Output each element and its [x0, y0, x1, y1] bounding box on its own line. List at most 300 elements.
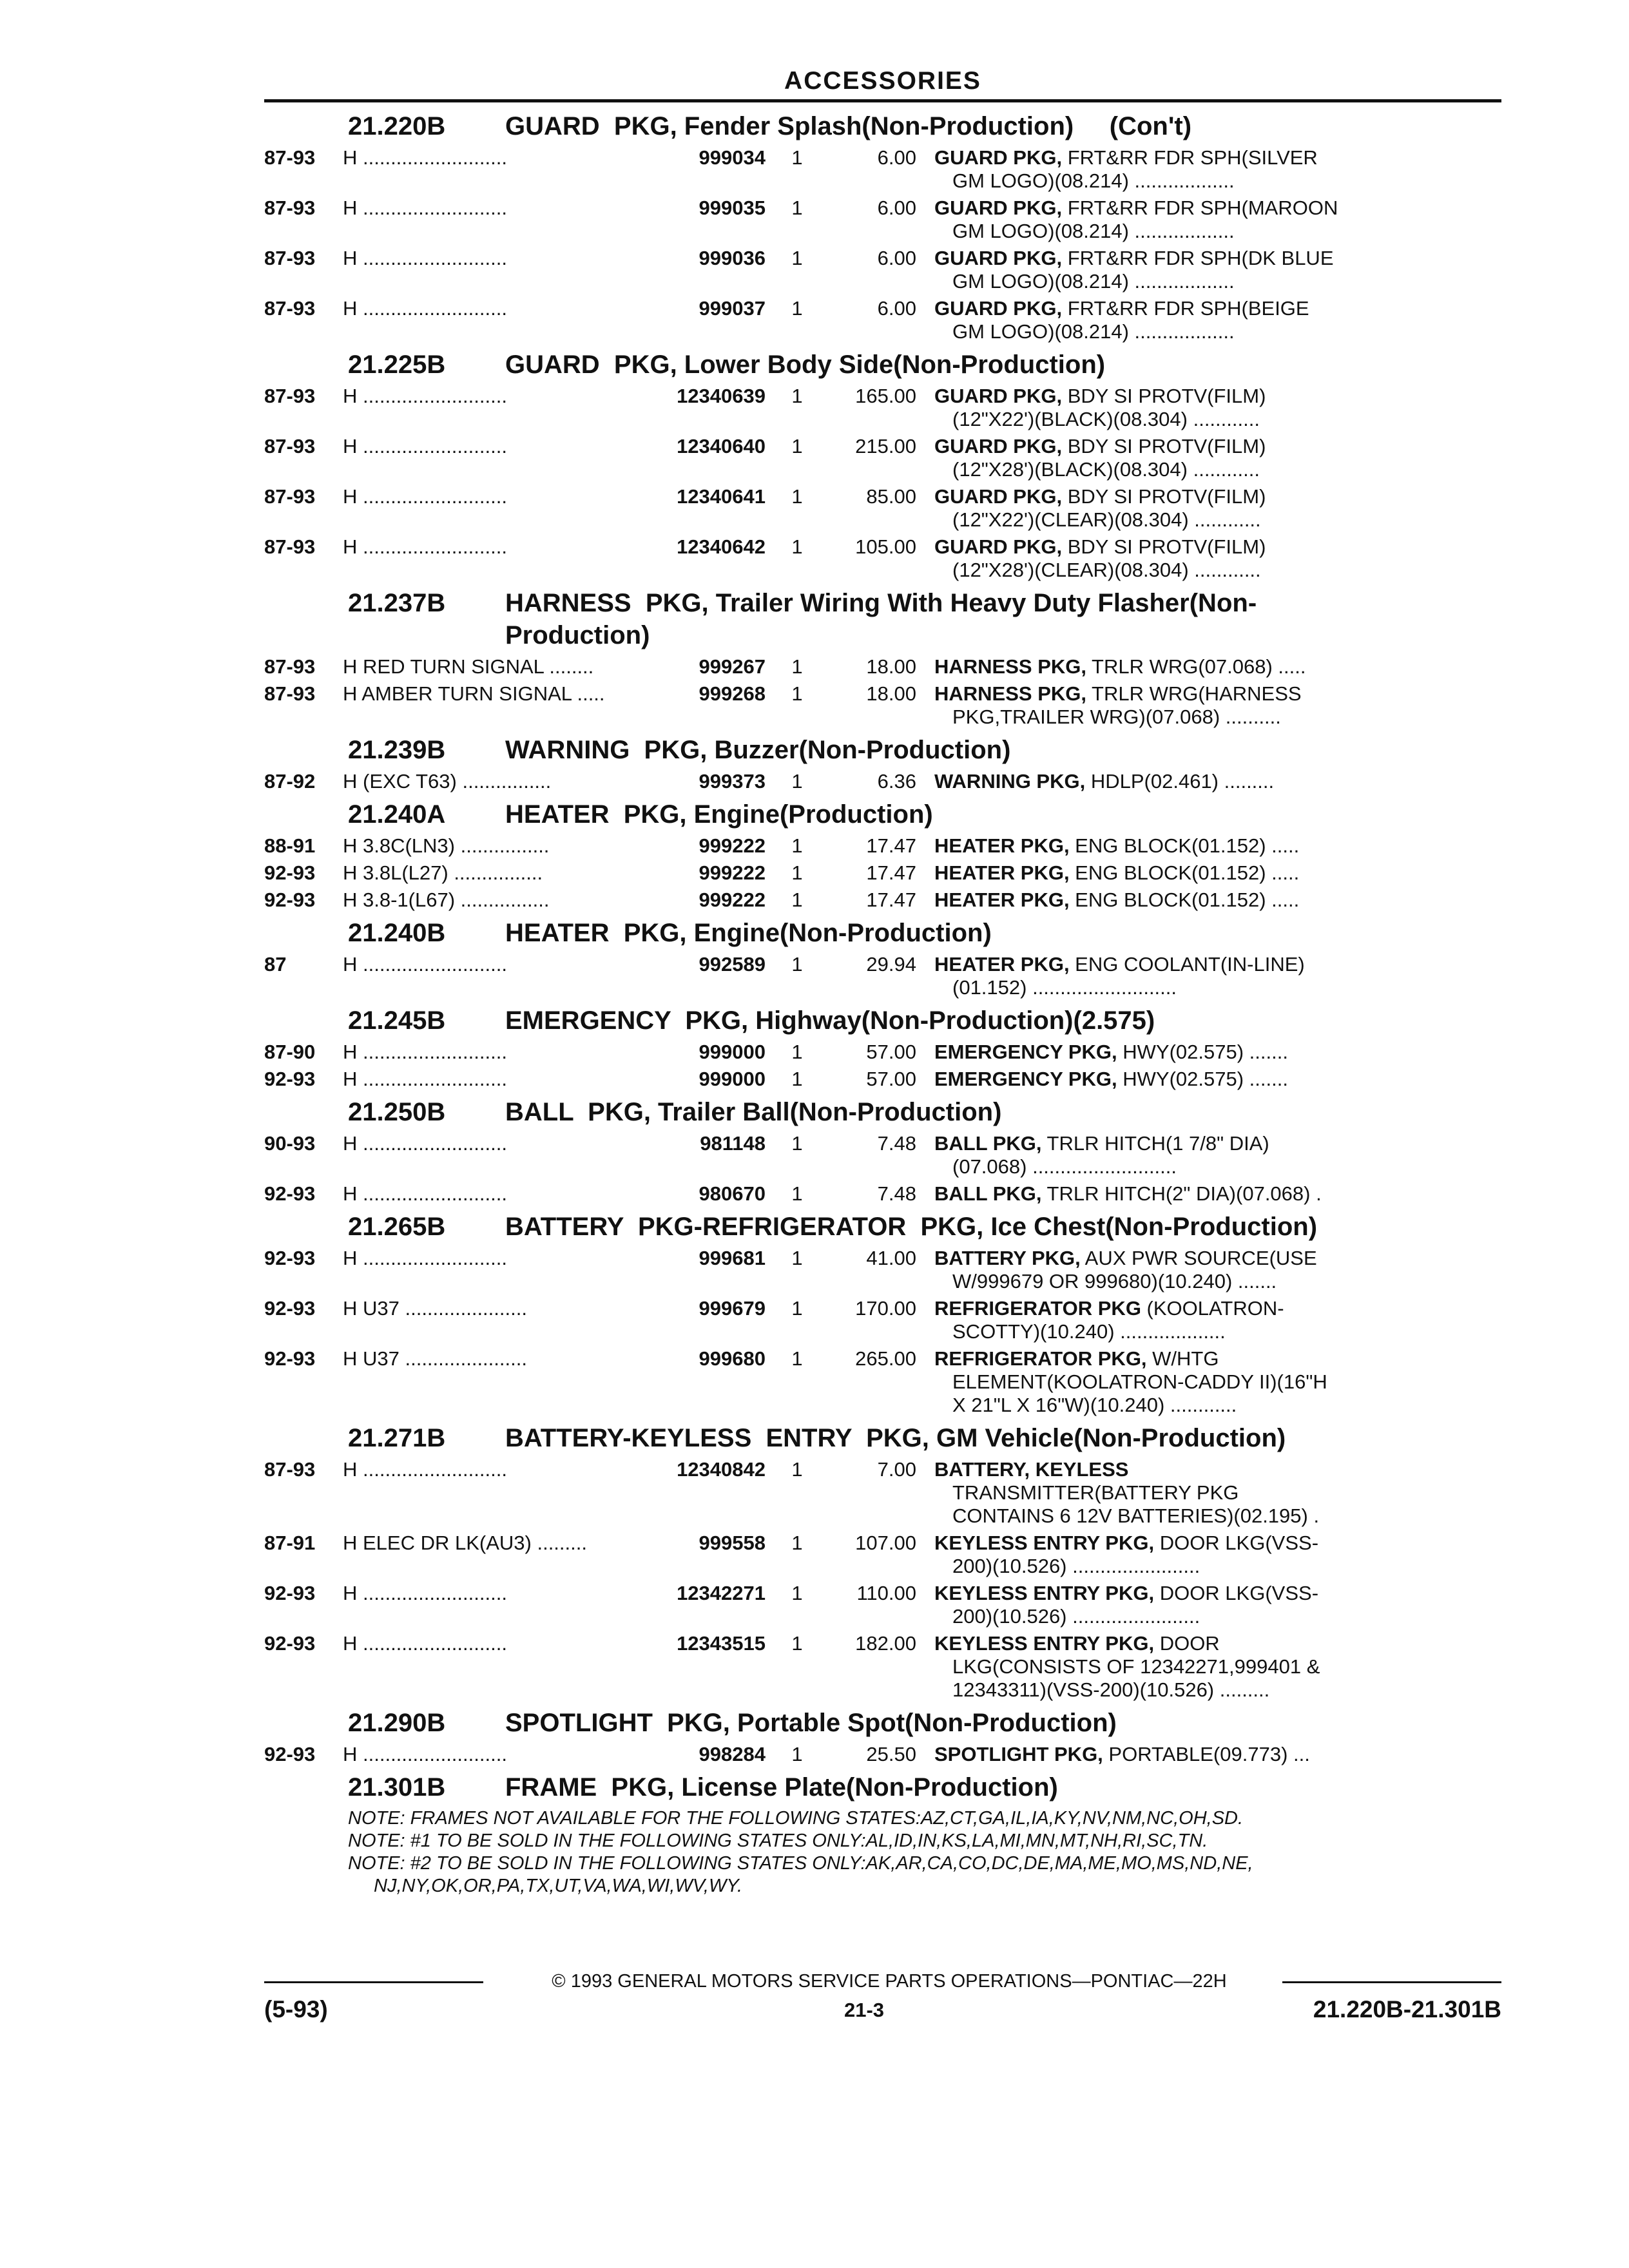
price: 29.94	[866, 953, 916, 975]
description-line: KEYLESS ENTRY PKG, DOOR	[934, 1632, 1220, 1655]
model-years: 87-93	[264, 146, 316, 169]
quantity: 1	[791, 1347, 803, 1370]
parts-row-main	[264, 1632, 1501, 1702]
parts-row	[264, 535, 1501, 582]
description-line: 200)(10.526) .......................	[952, 1555, 1200, 1577]
description-noun: GUARD PKG,	[934, 146, 1063, 169]
description	[916, 1182, 1387, 1206]
section-title	[503, 1771, 1501, 1803]
part-number: 999680	[699, 1347, 766, 1370]
description-line: 200)(10.526) .......................	[952, 1605, 1200, 1628]
description-line: EMERGENCY PKG, HWY(02.575) .......	[934, 1068, 1288, 1090]
parts-row-main	[264, 889, 1501, 912]
price: 57.00	[866, 1068, 916, 1090]
quantity: 1	[791, 1132, 803, 1155]
catalog-page	[264, 64, 1501, 1898]
application: H ..........................	[343, 953, 507, 975]
quantity: 1	[791, 770, 803, 793]
description	[916, 1458, 1387, 1528]
quantity: 1	[791, 435, 803, 457]
price: 265.00	[855, 1347, 916, 1370]
part-number: 980670	[699, 1182, 766, 1205]
parts-row-main	[264, 770, 1501, 793]
description-line: GM LOGO)(08.214) ..................	[952, 169, 1235, 192]
model-years: 92-93	[264, 889, 316, 911]
description-noun: KEYLESS ENTRY PKG,	[934, 1582, 1155, 1604]
model-years: 87-93	[264, 535, 316, 558]
footer-copyright: © 1993 GENERAL MOTORS SERVICE PARTS OPERATIONS—PONTIAC—22H	[552, 1971, 1227, 1992]
model-years: 87-93	[264, 247, 316, 269]
application: H 3.8L(L27) ................	[343, 861, 543, 884]
model-years: 87-93	[264, 385, 316, 407]
parts-row	[264, 1132, 1501, 1178]
model-years: 92-93	[264, 861, 316, 884]
parts-row-main	[264, 682, 1501, 729]
part-number: 999268	[699, 682, 766, 705]
parts-row-main	[264, 1532, 1501, 1578]
section-title	[503, 1096, 1501, 1128]
section-title	[503, 1004, 1501, 1037]
description-line: SPOTLIGHT PKG, PORTABLE(09.773) ...	[934, 1743, 1310, 1765]
parts-row-main	[264, 385, 1501, 431]
description	[916, 435, 1387, 481]
part-number: 12340842	[677, 1458, 766, 1481]
description	[916, 1582, 1387, 1628]
parts-row-main	[264, 535, 1501, 582]
catalog-content	[264, 110, 1501, 1803]
section-title-line: WARNING PKG, Buzzer(Non-Production)	[505, 736, 1011, 764]
price: 57.00	[866, 1041, 916, 1063]
section-code: 21.301B	[348, 1773, 446, 1802]
description-line: HEATER PKG, ENG BLOCK(01.152) .....	[934, 834, 1300, 857]
part-number: 999679	[699, 1297, 766, 1320]
application: H (EXC T63) ................	[343, 770, 552, 793]
description	[916, 682, 1387, 729]
parts-row	[264, 1632, 1501, 1702]
note-line: NJ,NY,OK,OR,PA,TX,UT,VA,WA,WI,WV,WY.	[374, 1876, 743, 1896]
description	[916, 1297, 1387, 1343]
parts-row	[264, 861, 1501, 885]
parts-row-main	[264, 297, 1501, 343]
description-noun: GUARD PKG,	[934, 197, 1063, 219]
price: 17.47	[866, 834, 916, 857]
parts-row	[264, 655, 1501, 678]
description-line: GUARD PKG, FRT&RR FDR SPH(DK BLUE	[934, 247, 1334, 269]
description	[916, 1347, 1387, 1417]
application: H ..........................	[343, 385, 507, 407]
part-number: 999000	[699, 1068, 766, 1090]
footer-page-number: 21-3	[844, 1999, 885, 2021]
description	[916, 1068, 1387, 1091]
description	[916, 197, 1387, 243]
description	[916, 297, 1387, 343]
part-number: 992589	[699, 953, 766, 975]
description-line: W/999679 OR 999680)(10.240) .......	[952, 1270, 1277, 1293]
part-number: 999373	[699, 770, 766, 793]
price: 17.47	[866, 861, 916, 884]
part-number: 999035	[699, 197, 766, 219]
section-code: 21.245B	[348, 1006, 446, 1035]
model-years: 87	[264, 953, 287, 975]
section-title	[503, 1422, 1501, 1454]
description-noun: HEATER PKG,	[934, 861, 1070, 884]
description	[916, 1532, 1387, 1578]
description-line: HEATER PKG, ENG BLOCK(01.152) .....	[934, 889, 1300, 911]
section-title-line: SPOTLIGHT PKG, Portable Spot(Non-Production)	[505, 1709, 1117, 1737]
model-years: 87-93	[264, 485, 316, 508]
section-title	[503, 734, 1501, 766]
parts-row	[264, 1582, 1501, 1628]
parts-row-main	[264, 1041, 1501, 1064]
application: H U37 ......................	[343, 1297, 527, 1320]
application: H ..........................	[343, 1743, 507, 1765]
application: H ..........................	[343, 485, 507, 508]
section-title	[503, 587, 1501, 651]
quantity: 1	[791, 1041, 803, 1063]
parts-row	[264, 889, 1501, 912]
description	[916, 834, 1387, 858]
price: 105.00	[855, 535, 916, 558]
price: 6.00	[877, 297, 916, 320]
quantity: 1	[791, 1247, 803, 1269]
parts-row-main	[264, 197, 1501, 243]
description-line: (12"X22')(BLACK)(08.304) ............	[952, 408, 1260, 430]
part-number: 981148	[700, 1132, 766, 1155]
model-years: 90-93	[264, 1132, 316, 1155]
section-heading	[264, 1771, 1501, 1803]
description-line: GM LOGO)(08.214) ..................	[952, 270, 1235, 293]
price: 18.00	[866, 655, 916, 678]
price: 110.00	[856, 1582, 916, 1604]
section-title-line: BATTERY-KEYLESS ENTRY PKG, GM Vehicle(Non-Production)	[505, 1424, 1286, 1452]
price: 25.50	[866, 1743, 916, 1765]
quantity: 1	[791, 1743, 803, 1765]
parts-row-main	[264, 861, 1501, 885]
quantity: 1	[791, 1632, 803, 1655]
description-line: HARNESS PKG, TRLR WRG(HARNESS	[934, 682, 1302, 705]
description-line: 12343311)(VSS-200)(10.526) .........	[952, 1678, 1270, 1701]
price: 85.00	[866, 485, 916, 508]
description-noun: GUARD PKG,	[934, 297, 1063, 320]
notes-block	[264, 1807, 1501, 1898]
price: 18.00	[866, 682, 916, 705]
model-years: 87-92	[264, 770, 316, 793]
part-number: 12340641	[677, 485, 766, 508]
quantity: 1	[791, 889, 803, 911]
description-line: HARNESS PKG, TRLR WRG(07.068) .....	[934, 655, 1306, 678]
model-years: 87-93	[264, 1458, 316, 1481]
price: 107.00	[855, 1532, 916, 1554]
section-heading	[264, 798, 1501, 831]
parts-row	[264, 953, 1501, 999]
description-noun: GUARD PKG,	[934, 385, 1063, 407]
description-noun: EMERGENCY PKG,	[934, 1041, 1117, 1063]
description-noun: BALL PKG,	[934, 1182, 1042, 1205]
section-title	[503, 917, 1501, 949]
application: H 3.8-1(L67) ................	[343, 889, 550, 911]
section-heading	[264, 1096, 1501, 1128]
description-line: REFRIGERATOR PKG, W/HTG	[934, 1347, 1219, 1370]
parts-row-main	[264, 435, 1501, 481]
quantity: 1	[791, 655, 803, 678]
application: H ..........................	[343, 297, 507, 320]
section-title	[503, 1707, 1501, 1739]
quantity: 1	[791, 861, 803, 884]
price: 6.36	[877, 770, 916, 793]
quantity: 1	[791, 1182, 803, 1205]
quantity: 1	[791, 1297, 803, 1320]
parts-row-main	[264, 247, 1501, 293]
part-number: 999267	[699, 655, 766, 678]
section-title	[503, 798, 1501, 831]
application: H ..........................	[343, 535, 507, 558]
price: 7.00	[877, 1458, 916, 1481]
model-years: 92-93	[264, 1347, 316, 1370]
section-title-line: HEATER PKG, Engine(Production)	[505, 800, 933, 829]
description-line: GUARD PKG, FRT&RR FDR SPH(MAROON	[934, 197, 1338, 219]
application: H ..........................	[343, 1068, 507, 1090]
model-years: 87-90	[264, 1041, 316, 1063]
parts-row	[264, 1247, 1501, 1293]
application: H ..........................	[343, 1458, 507, 1481]
parts-row-main	[264, 1458, 1501, 1528]
parts-row-main	[264, 485, 1501, 532]
application: H ELEC DR LK(AU3) .........	[343, 1532, 587, 1554]
section-title-line: Production)	[505, 621, 650, 649]
model-years: 87-93	[264, 435, 316, 457]
application: H ..........................	[343, 1632, 507, 1655]
description	[916, 535, 1387, 582]
section-code: 21.240A	[348, 800, 446, 829]
description-line: GUARD PKG, FRT&RR FDR SPH(SILVER	[934, 146, 1318, 169]
parts-row	[264, 770, 1501, 793]
section-code: 21.290B	[348, 1709, 446, 1737]
footer-rule-right	[1282, 1981, 1501, 1983]
description	[916, 1743, 1387, 1766]
price: 165.00	[855, 385, 916, 407]
application: H RED TURN SIGNAL ........	[343, 655, 594, 678]
model-years: 87-93	[264, 197, 316, 219]
description-line: BATTERY PKG, AUX PWR SOURCE(USE	[934, 1247, 1317, 1269]
section-title-line: GUARD PKG, Lower Body Side(Non-Production)	[505, 351, 1106, 379]
application: H ..........................	[343, 146, 507, 169]
quantity: 1	[791, 146, 803, 169]
section-title-line: HARNESS PKG, Trailer Wiring With Heavy Duty Flasher(Non-	[505, 589, 1257, 617]
price: 182.00	[855, 1632, 916, 1655]
description-line: KEYLESS ENTRY PKG, DOOR LKG(VSS-	[934, 1532, 1319, 1554]
description	[916, 1247, 1387, 1293]
description-line: GUARD PKG, BDY SI PROTV(FILM)	[934, 435, 1266, 457]
description-line: GUARD PKG, BDY SI PROTV(FILM)	[934, 485, 1266, 508]
description-line: BALL PKG, TRLR HITCH(2" DIA)(07.068) .	[934, 1182, 1322, 1205]
description-noun: HEATER PKG,	[934, 834, 1070, 857]
description-noun: REFRIGERATOR PKG	[934, 1297, 1141, 1320]
section-code: 21.237B	[348, 589, 446, 617]
quantity: 1	[791, 1532, 803, 1554]
note-line: NOTE: #1 TO BE SOLD IN THE FOLLOWING STATES ONLY:AL,ID,IN,KS,LA,MI,MN,MT,NH,RI,SC,TN.	[348, 1831, 1208, 1851]
parts-row	[264, 1068, 1501, 1091]
quantity: 1	[791, 247, 803, 269]
model-years: 92-93	[264, 1632, 316, 1655]
description	[916, 889, 1387, 912]
parts-row-main	[264, 1247, 1501, 1293]
section-title	[503, 1211, 1501, 1243]
description-line: ELEMENT(KOOLATRON-CADDY II)(16"H	[952, 1370, 1327, 1393]
parts-row-main	[264, 1132, 1501, 1178]
description-line: GUARD PKG, BDY SI PROTV(FILM)	[934, 385, 1266, 407]
description-noun: SPOTLIGHT PKG,	[934, 1743, 1103, 1765]
part-number: 999037	[699, 297, 766, 320]
parts-row	[264, 1297, 1501, 1343]
part-number: 12340639	[677, 385, 766, 407]
description-noun: HARNESS PKG,	[934, 655, 1086, 678]
application: H ..........................	[343, 247, 507, 269]
quantity: 1	[791, 682, 803, 705]
price: 6.00	[877, 197, 916, 219]
description	[916, 1041, 1387, 1064]
application: H ..........................	[343, 435, 507, 457]
model-years: 92-93	[264, 1297, 316, 1320]
part-number: 999222	[699, 834, 766, 857]
model-years: 88-91	[264, 834, 316, 857]
description	[916, 770, 1387, 793]
part-number: 999034	[699, 146, 766, 169]
parts-row-main	[264, 834, 1501, 858]
description	[916, 953, 1387, 999]
part-number: 999222	[699, 889, 766, 911]
parts-row	[264, 1182, 1501, 1206]
description-line: (07.068) ..........................	[952, 1155, 1177, 1178]
parts-row-main	[264, 1068, 1501, 1091]
quantity: 1	[791, 197, 803, 219]
description-line: REFRIGERATOR PKG (KOOLATRON-	[934, 1297, 1284, 1320]
description-noun: HEATER PKG,	[934, 889, 1070, 911]
parts-row	[264, 1743, 1501, 1766]
description-line: KEYLESS ENTRY PKG, DOOR LKG(VSS-	[934, 1582, 1319, 1604]
model-years: 92-93	[264, 1068, 316, 1090]
description	[916, 485, 1387, 532]
part-number: 999222	[699, 861, 766, 884]
part-number: 999036	[699, 247, 766, 269]
application: H U37 ......................	[343, 1347, 527, 1370]
description-noun: BALL PKG,	[934, 1132, 1042, 1155]
description-noun: EMERGENCY PKG,	[934, 1068, 1117, 1090]
application: H ..........................	[343, 197, 507, 219]
description-line: TRANSMITTER(BATTERY PKG	[952, 1481, 1239, 1504]
note-line: NOTE: FRAMES NOT AVAILABLE FOR THE FOLLOWING STATES:AZ,CT,GA,IL,IA,KY,NV,NM,NC,OH,SD.	[348, 1808, 1244, 1829]
description-line	[934, 1458, 1387, 1481]
quantity: 1	[791, 535, 803, 558]
description-noun: KEYLESS ENTRY PKG,	[934, 1532, 1155, 1554]
part-number: 999681	[699, 1247, 766, 1269]
model-years: 92-93	[264, 1743, 316, 1765]
section-code: 21.240B	[348, 919, 446, 947]
section-heading	[264, 734, 1501, 766]
section-title	[503, 110, 1501, 142]
quantity: 1	[791, 1068, 803, 1090]
description-line: EMERGENCY PKG, HWY(02.575) .......	[934, 1041, 1288, 1063]
parts-row	[264, 385, 1501, 431]
description	[916, 655, 1387, 678]
description-noun: WARNING PKG,	[934, 770, 1086, 793]
description-line: BALL PKG, TRLR HITCH(1 7/8" DIA)	[934, 1132, 1269, 1155]
parts-row-main	[264, 146, 1501, 193]
section-title-line: BALL PKG, Trailer Ball(Non-Production)	[505, 1098, 1002, 1126]
description-line: HEATER PKG, ENG BLOCK(01.152) .....	[934, 861, 1300, 884]
parts-row-main	[264, 1582, 1501, 1628]
model-years: 87-93	[264, 682, 316, 705]
part-number: 999000	[699, 1041, 766, 1063]
parts-row	[264, 1347, 1501, 1417]
footer-rule-left	[264, 1981, 483, 1983]
page-header: ACCESSORIES	[784, 67, 981, 95]
description-noun: BATTERY PKG,	[934, 1247, 1081, 1269]
parts-row	[264, 682, 1501, 729]
quantity: 1	[791, 1582, 803, 1604]
section-title-line: BATTERY PKG-REFRIGERATOR PKG, Ice Chest(Non-Production)	[505, 1213, 1318, 1241]
description-line: (01.152) ..........................	[952, 976, 1177, 999]
parts-row	[264, 297, 1501, 343]
footer-date: (5-93)	[264, 1996, 328, 2023]
price: 7.48	[877, 1132, 916, 1155]
part-number: 999558	[699, 1532, 766, 1554]
quantity: 1	[791, 953, 803, 975]
description-noun: GUARD PKG,	[934, 535, 1063, 558]
parts-row	[264, 485, 1501, 532]
description-line: CONTAINS 6 12V BATTERIES)(02.195) .	[952, 1504, 1320, 1527]
quantity: 1	[791, 297, 803, 320]
parts-row	[264, 435, 1501, 481]
description-noun: GUARD PKG,	[934, 485, 1063, 508]
part-number: 12342271	[677, 1582, 766, 1604]
quantity: 1	[791, 485, 803, 508]
section-code: 21.271B	[348, 1424, 446, 1452]
part-number: 998284	[699, 1743, 766, 1765]
section-heading	[264, 1707, 1501, 1739]
application: H ..........................	[343, 1582, 507, 1604]
description-line: WARNING PKG, HDLP(02.461) .........	[934, 770, 1275, 793]
part-number: 12343515	[677, 1632, 766, 1655]
section-code: 21.250B	[348, 1098, 446, 1126]
section-title-line: GUARD PKG, Fender Splash(Non-Production) (Con't)	[505, 112, 1192, 140]
model-years: 92-93	[264, 1247, 316, 1269]
part-number: 12340640	[677, 435, 766, 457]
section-code: 21.265B	[348, 1213, 446, 1241]
parts-row-main	[264, 1743, 1501, 1766]
price: 17.47	[866, 889, 916, 911]
description-line: (12"X28')(BLACK)(08.304) ............	[952, 458, 1260, 481]
description-line: PKG,TRAILER WRG)(07.068) ..........	[952, 706, 1281, 728]
parts-row-main	[264, 953, 1501, 999]
parts-row-main	[264, 1347, 1501, 1417]
description-line: X 21"L X 16"W)(10.240) ............	[952, 1394, 1237, 1416]
description	[916, 861, 1387, 885]
description	[916, 146, 1387, 193]
application: H 3.8C(LN3) ................	[343, 834, 550, 857]
description-line: GM LOGO)(08.214) ..................	[952, 220, 1235, 242]
note-line: NOTE: #2 TO BE SOLD IN THE FOLLOWING STATES ONLY:AK,AR,CA,CO,DC,DE,MA,ME,MO,MS,ND,NE,	[348, 1853, 1253, 1874]
quantity: 1	[791, 1458, 803, 1481]
description-noun: KEYLESS ENTRY PKG,	[934, 1632, 1155, 1655]
parts-row-main	[264, 1182, 1501, 1206]
parts-row	[264, 197, 1501, 243]
parts-row	[264, 247, 1501, 293]
description-line: GM LOGO)(08.214) ..................	[952, 320, 1235, 343]
part-number: 12340642	[677, 535, 766, 558]
section-heading	[264, 917, 1501, 949]
description	[916, 1132, 1387, 1178]
model-years: 92-93	[264, 1182, 316, 1205]
